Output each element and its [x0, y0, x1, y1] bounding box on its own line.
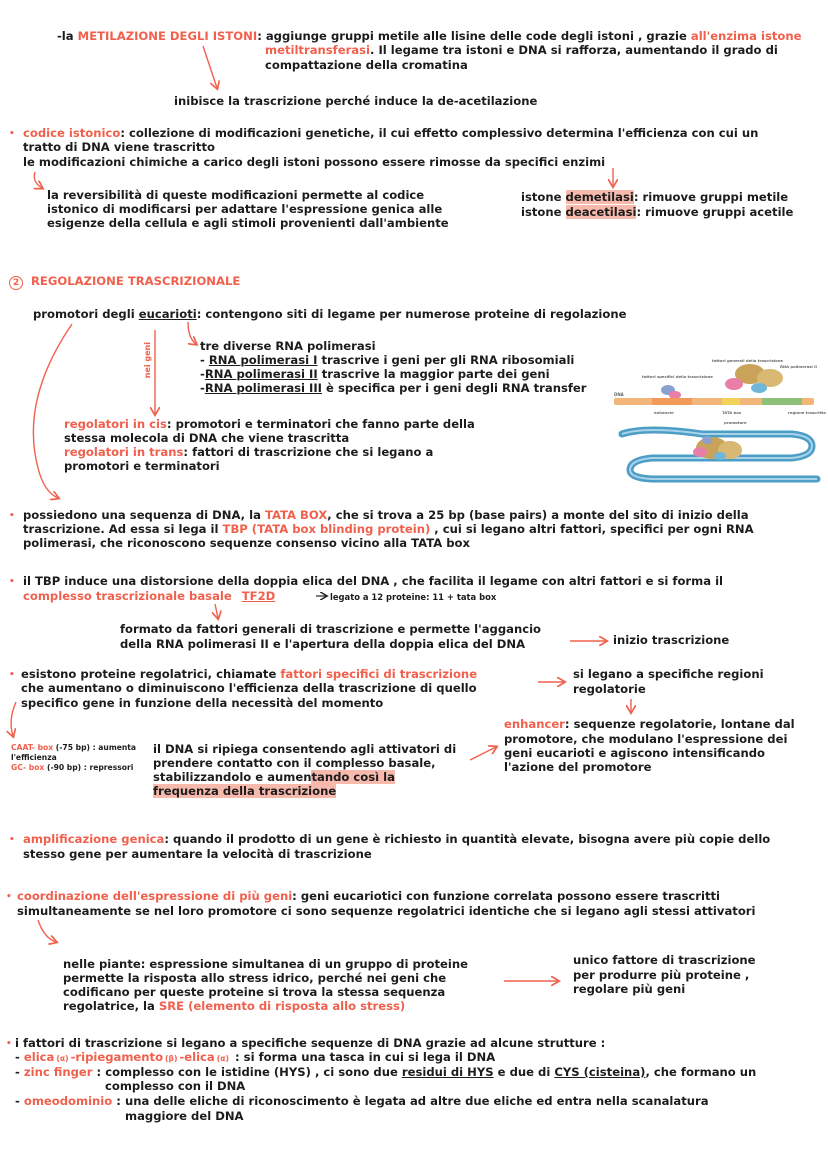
bullet-dot-icon: •	[9, 511, 15, 521]
circled-two-icon: 2	[9, 276, 23, 290]
struttura-elica: - elica (α) -ripiegamento (β) -elica (α) : si forma una tasca in cui si lega il DNA	[15, 1050, 496, 1064]
reversibility-line-1: la reversibilità di queste modificazioni permette al codice	[47, 188, 425, 202]
inizio-trascrizione: inizio trascrizione	[613, 633, 730, 647]
struttura-zinc-finger: - zinc finger : complesso con le istidine (HYS) , ci sono due residui di HYS e due di CYS (cisteina), che formano un	[15, 1065, 757, 1079]
dna-fold-line-3: stabilizzandolo e aumentando così la	[153, 770, 395, 784]
figure-label-b: fattori generali della trascrizione	[712, 358, 783, 363]
bullet-dot-icon: •	[6, 892, 12, 902]
polimerasi-1: - RNA polimerasi I trascrive i geni per gli RNA ribosomiali	[200, 353, 575, 367]
polimerasi-3: -RNA polimerasi III è specifica per i geni degli RNA transfer	[200, 381, 587, 395]
side-label-nei-geni: nei geni	[143, 342, 152, 379]
metilazione-line-1: -la METILAZIONE DEGLI ISTONI: aggiunge gruppi metile alle lisine delle code degli istoni , grazie all'enzima istone	[57, 29, 802, 43]
codice-term: codice istonico	[23, 126, 121, 140]
arrow-complesso	[215, 604, 218, 618]
cis-line-2: stessa molecola di DNA che viene trascritta	[64, 431, 350, 445]
unico-line-1: unico fattore di trascrizione	[573, 953, 756, 967]
tata-line-1: possiedono una sequenza di DNA, la TATA BOX, che si trova a 25 bp (base pairs) a monte del sito di inizio della	[23, 508, 749, 522]
trans-line-2: promotori e terminatori	[64, 459, 220, 473]
promotori-line: promotori degli eucarioti: contengono siti di legame per numerose proteine di regolazione	[33, 307, 627, 321]
arrow-polimerasi	[188, 322, 196, 344]
cis-line-1: regolatori in cis: promotori e terminatori che fanno parte della	[64, 417, 475, 431]
complesso-line-1: formato da fattori generali di trascrizione e permette l'aggancio	[120, 622, 542, 636]
codice-line-3: le modificazioni chimiche a carico degli istoni possono essere rimosse da specifici enzimi	[23, 155, 606, 169]
piante-line-1: nelle piante: espressione simultanea di un gruppo di proteine	[63, 957, 468, 971]
reversibility-line-3: esigenze della cellula e agli stimoli provenienti dall'ambiente	[47, 216, 449, 230]
figure-label-c: RNA polimerasi II	[780, 364, 817, 369]
specifici-line-2: che aumentano o diminuiscono l'efficienza della trascrizione di quello	[21, 681, 477, 695]
bullet-dot-icon: •	[6, 1039, 12, 1049]
unico-line-3: regolare più geni	[573, 982, 686, 996]
section-title: REGOLAZIONE TRASCRIZIONALE	[31, 274, 241, 288]
complesso-line-2: della RNA polimerasi II e l'apertura della doppia elica del DNA	[120, 637, 526, 651]
specifici-line-1: esistono proteine regolatrici, chiamate fattori specifici di trascrizione	[21, 667, 478, 681]
dna-fold-line-2: prendere contatto con il complesso basale,	[153, 756, 436, 770]
amplificazione-line-2: stesso gene per aumentare la velocità di trascrizione	[23, 847, 372, 861]
bullet-dot-icon: •	[9, 129, 15, 139]
arrow-reversibility	[34, 172, 42, 188]
gc-box-line: GC- box (-90 bp) : repressori	[11, 763, 134, 772]
polimerasi-2: -RNA polimerasi II trascrive la maggior parte dei geni	[200, 367, 550, 381]
regioni-line-2: regolatorie	[573, 682, 646, 696]
metilazione-line-3: compattazione della cromatina	[265, 58, 468, 72]
bullet-dot-icon: •	[9, 670, 15, 680]
bullet-dot-icon: •	[9, 577, 15, 587]
figure-label-enhancer: enhancer	[654, 410, 674, 415]
enhancer-line-4: l'azione del promotore	[504, 760, 652, 774]
dna-fold-line-4: frequenza della trascrizione	[153, 784, 337, 798]
reversibility-line-2: istonico di modificarsi per adattare l'espressione genica alle	[47, 202, 443, 216]
unico-line-2: per produrre più proteine ,	[573, 968, 750, 982]
amplificazione-line-1: amplificazione genica: quando il prodotto di un gene è richiesto in quantità elevate, bisogna avere più copie dello	[23, 832, 771, 846]
piante-line-4: regolatrice, la SRE (elemento di risposta allo stress)	[63, 999, 406, 1013]
inhibition-note: inibisce la trascrizione perché induce la de-acetilazione	[174, 94, 538, 108]
caat-box-line: CAAT- box (-75 bp) : aumenta	[11, 743, 137, 752]
arrow-possiedono	[33, 324, 72, 498]
tbp-line-2: complesso trascrizionale basale TF2D	[23, 589, 276, 603]
metilazione-line-2: metiltransferasi. Il legame tra istoni e DNA si rafforza, aumentando il grado di	[265, 43, 778, 57]
arrow-metil-inhib	[203, 46, 217, 88]
tata-line-3: polimerasi, che riconoscono sequenze consenso vicino alla TATA box	[23, 536, 470, 550]
metilazione-term: METILAZIONE DEGLI ISTONI	[77, 29, 258, 43]
figure-label-a: fattori specifici della trascrizione	[642, 374, 713, 379]
figure-label-promoter: promotore	[724, 420, 747, 425]
codice-line-2: tratto di DNA viene trascritto	[23, 140, 215, 154]
specifici-line-3: specifico gene in funzione della necessità del momento	[21, 696, 384, 710]
piante-line-3: codificano per queste proteine si trova la stessa sequenza	[63, 985, 446, 999]
piante-line-2: permette la risposta allo stress idrico, perché nei geni che	[63, 971, 447, 985]
figure-label-tata: TATA box	[722, 410, 742, 415]
bullet-dot-icon: •	[9, 835, 15, 845]
trans-line-1: regolatori in trans: fattori di trascrizione che si legano a	[64, 445, 434, 459]
struttura-omeodominio: - omeodominio : una delle eliche di riconoscimento è legata ad altre due eliche ed entra nella scanalatura	[15, 1094, 709, 1108]
dna-fold-line-1: il DNA si ripiega consentendo agli attivatori di	[153, 742, 457, 756]
enhancer-line-3: geni eucarioti e agiscono intensificando	[504, 746, 766, 760]
regioni-line-1: si legano a specifiche regioni	[573, 667, 764, 681]
caat-box-line-2: l'efficienza	[11, 753, 57, 762]
enhancer-line-2: promotore, che modulano l'espressione dei	[504, 732, 788, 746]
tf2d-note: legato a 12 proteine: 11 + tata box	[330, 592, 497, 602]
coordinazione-line-2: simultaneamente se nel loro promotore ci sono sequenze regolatrici identiche che si legano agli stessi attivatori	[17, 904, 756, 918]
tata-line-2: trascrizione. Ad essa si lega il TBP (TATA box blinding protein) , cui si legano altri fattori, specifici per ogni RNA	[23, 522, 754, 536]
struttura-omeodominio-2: maggiore del DNA	[125, 1109, 244, 1123]
deacetilasi-line: istone deacetilasi: rimuove gruppi acetile	[521, 205, 794, 219]
struttura-zinc-finger-2: complesso con il DNA	[105, 1079, 246, 1093]
enhancer-line-1: enhancer: sequenze regolatorie, lontane dal	[504, 717, 795, 731]
arrow-caat	[11, 702, 16, 736]
polimerasi-intro: tre diverse RNA polimerasi	[200, 339, 376, 353]
figure-label-dna: DNA	[614, 392, 624, 397]
coordinazione-line-1: coordinazione dell'espressione di più geni: geni eucariotici con funzione correlata possono essere trascritti	[17, 889, 721, 903]
tbp-line-1: il TBP induce una distorsione della doppia elica del DNA , che facilita il legame con altri fattori e si forma il	[23, 574, 724, 588]
arrow-dna-enhancer	[470, 747, 496, 760]
demetilasi-line: istone demetilasi: rimuove gruppi metile	[521, 190, 789, 204]
strutture-intro: i fattori di trascrizione si legano a specifiche sequenze di DNA grazie ad alcune strutture :	[15, 1036, 606, 1050]
codice-line-1: codice istonico: collezione di modificazioni genetiche, il cui effetto complessivo determina l'efficienza con cui un	[23, 126, 759, 140]
figure-label-region: regione trascritta	[788, 410, 826, 415]
arrow-piante	[38, 920, 56, 942]
